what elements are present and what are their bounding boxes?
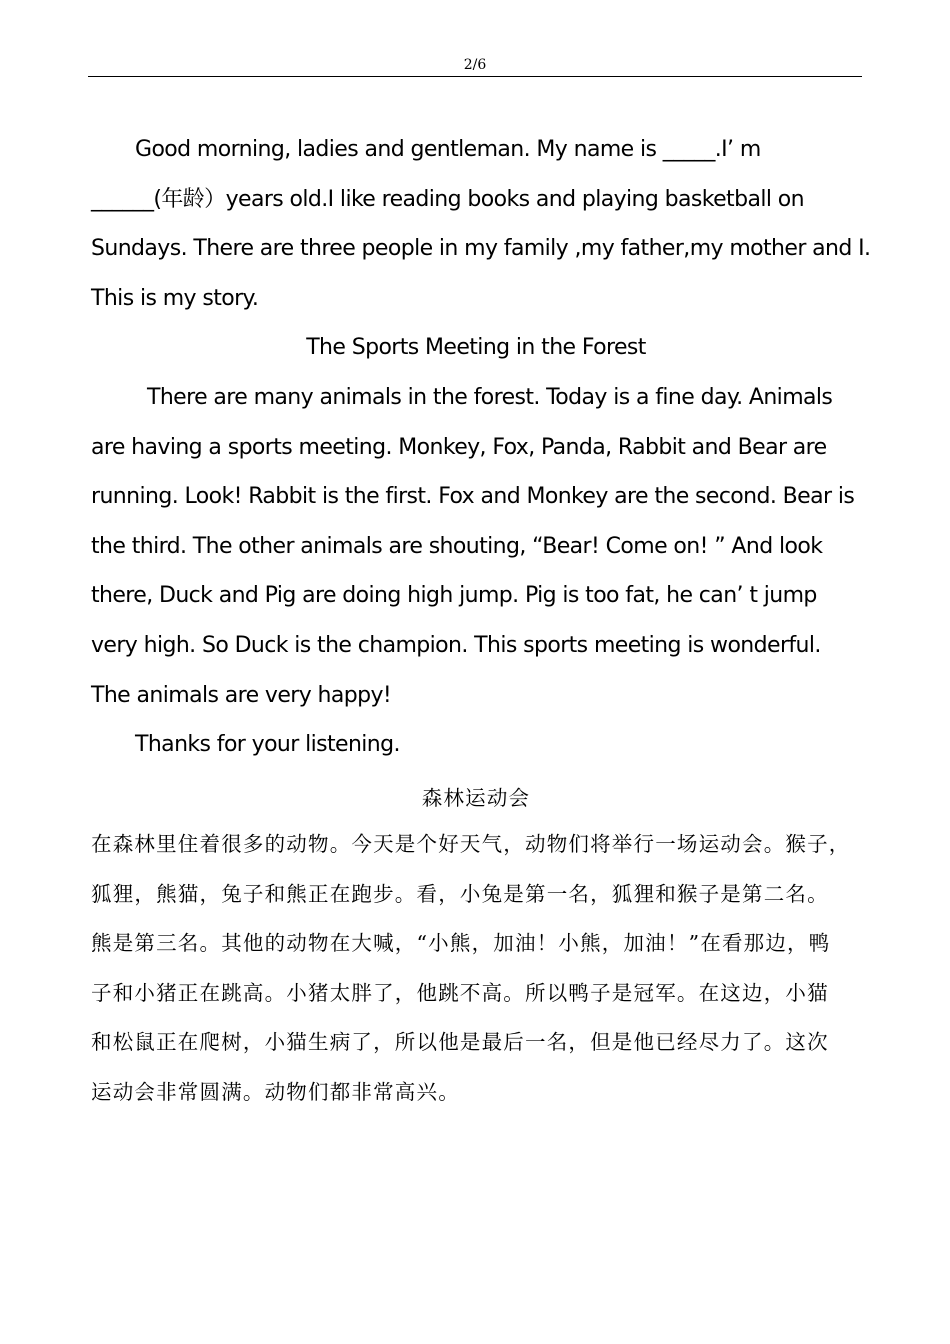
chinese-line: 子和小猪正在跳高。小猪太胖了，他跳不高。所以鸭子是冠军。在这边，小猫 — [91, 980, 829, 1005]
story-line: very high. So Duck is the champion. This sports meeting is wonderful. — [91, 632, 821, 658]
chinese-text — [91, 776, 881, 1118]
closing-line: Thanks for your listening. — [135, 732, 400, 758]
chinese-line: 狐狸，熊猫，兔子和熊正在跑步。看，小兔是第一名，狐狸和猴子是第二名。 — [91, 881, 829, 906]
page-number: 2/6 — [463, 57, 487, 73]
intro-line: Sundays. There are three people in my family ,my father,my mother and I. — [91, 236, 871, 262]
intro-line: Good morning, ladies and gentleman. My name is _____.I’ m — [135, 137, 761, 162]
story-line: the third. The other animals are shouting, “Bear! Come on! ” And look — [91, 533, 823, 559]
story-line: there, Duck and Pig are doing high jump. Pig is too fat, he can’ t jump — [91, 583, 817, 609]
story-title: The Sports Meeting in the Forest — [306, 335, 646, 361]
story-line: There are many animals in the forest. Today is a fine day. Animals — [147, 384, 833, 410]
chinese-title: 森林运动会 — [421, 786, 531, 810]
english-text — [91, 125, 881, 770]
chinese-line: 熊是第三名。其他的动物在大喊，“小熊，加油！小熊，加油！”在看那边，鸭 — [91, 931, 831, 956]
story-line: are having a sports meeting. Monkey, Fox, Panda, Rabbit and Bear are — [91, 434, 827, 460]
intro-line: This is my story. — [91, 285, 259, 311]
story-line: The animals are very happy! — [91, 682, 392, 708]
chinese-line: 在森林里住着很多的动物。今天是个好天气，动物们将举行一场运动会。猴子， — [91, 832, 851, 856]
intro-line: ______(年龄）years old.I like reading books and playing basketball on — [91, 186, 804, 212]
header-rule — [88, 76, 862, 77]
story-line: running. Look! Rabbit is the first. Fox and Monkey are the second. Bear is — [91, 484, 855, 510]
chinese-line: 和松鼠正在爬树，小猫生病了，所以他是最后一名，但是他已经尽力了。这次 — [91, 1030, 829, 1055]
chinese-line: 运动会非常圆满。动物们都非常高兴。 — [91, 1079, 460, 1104]
